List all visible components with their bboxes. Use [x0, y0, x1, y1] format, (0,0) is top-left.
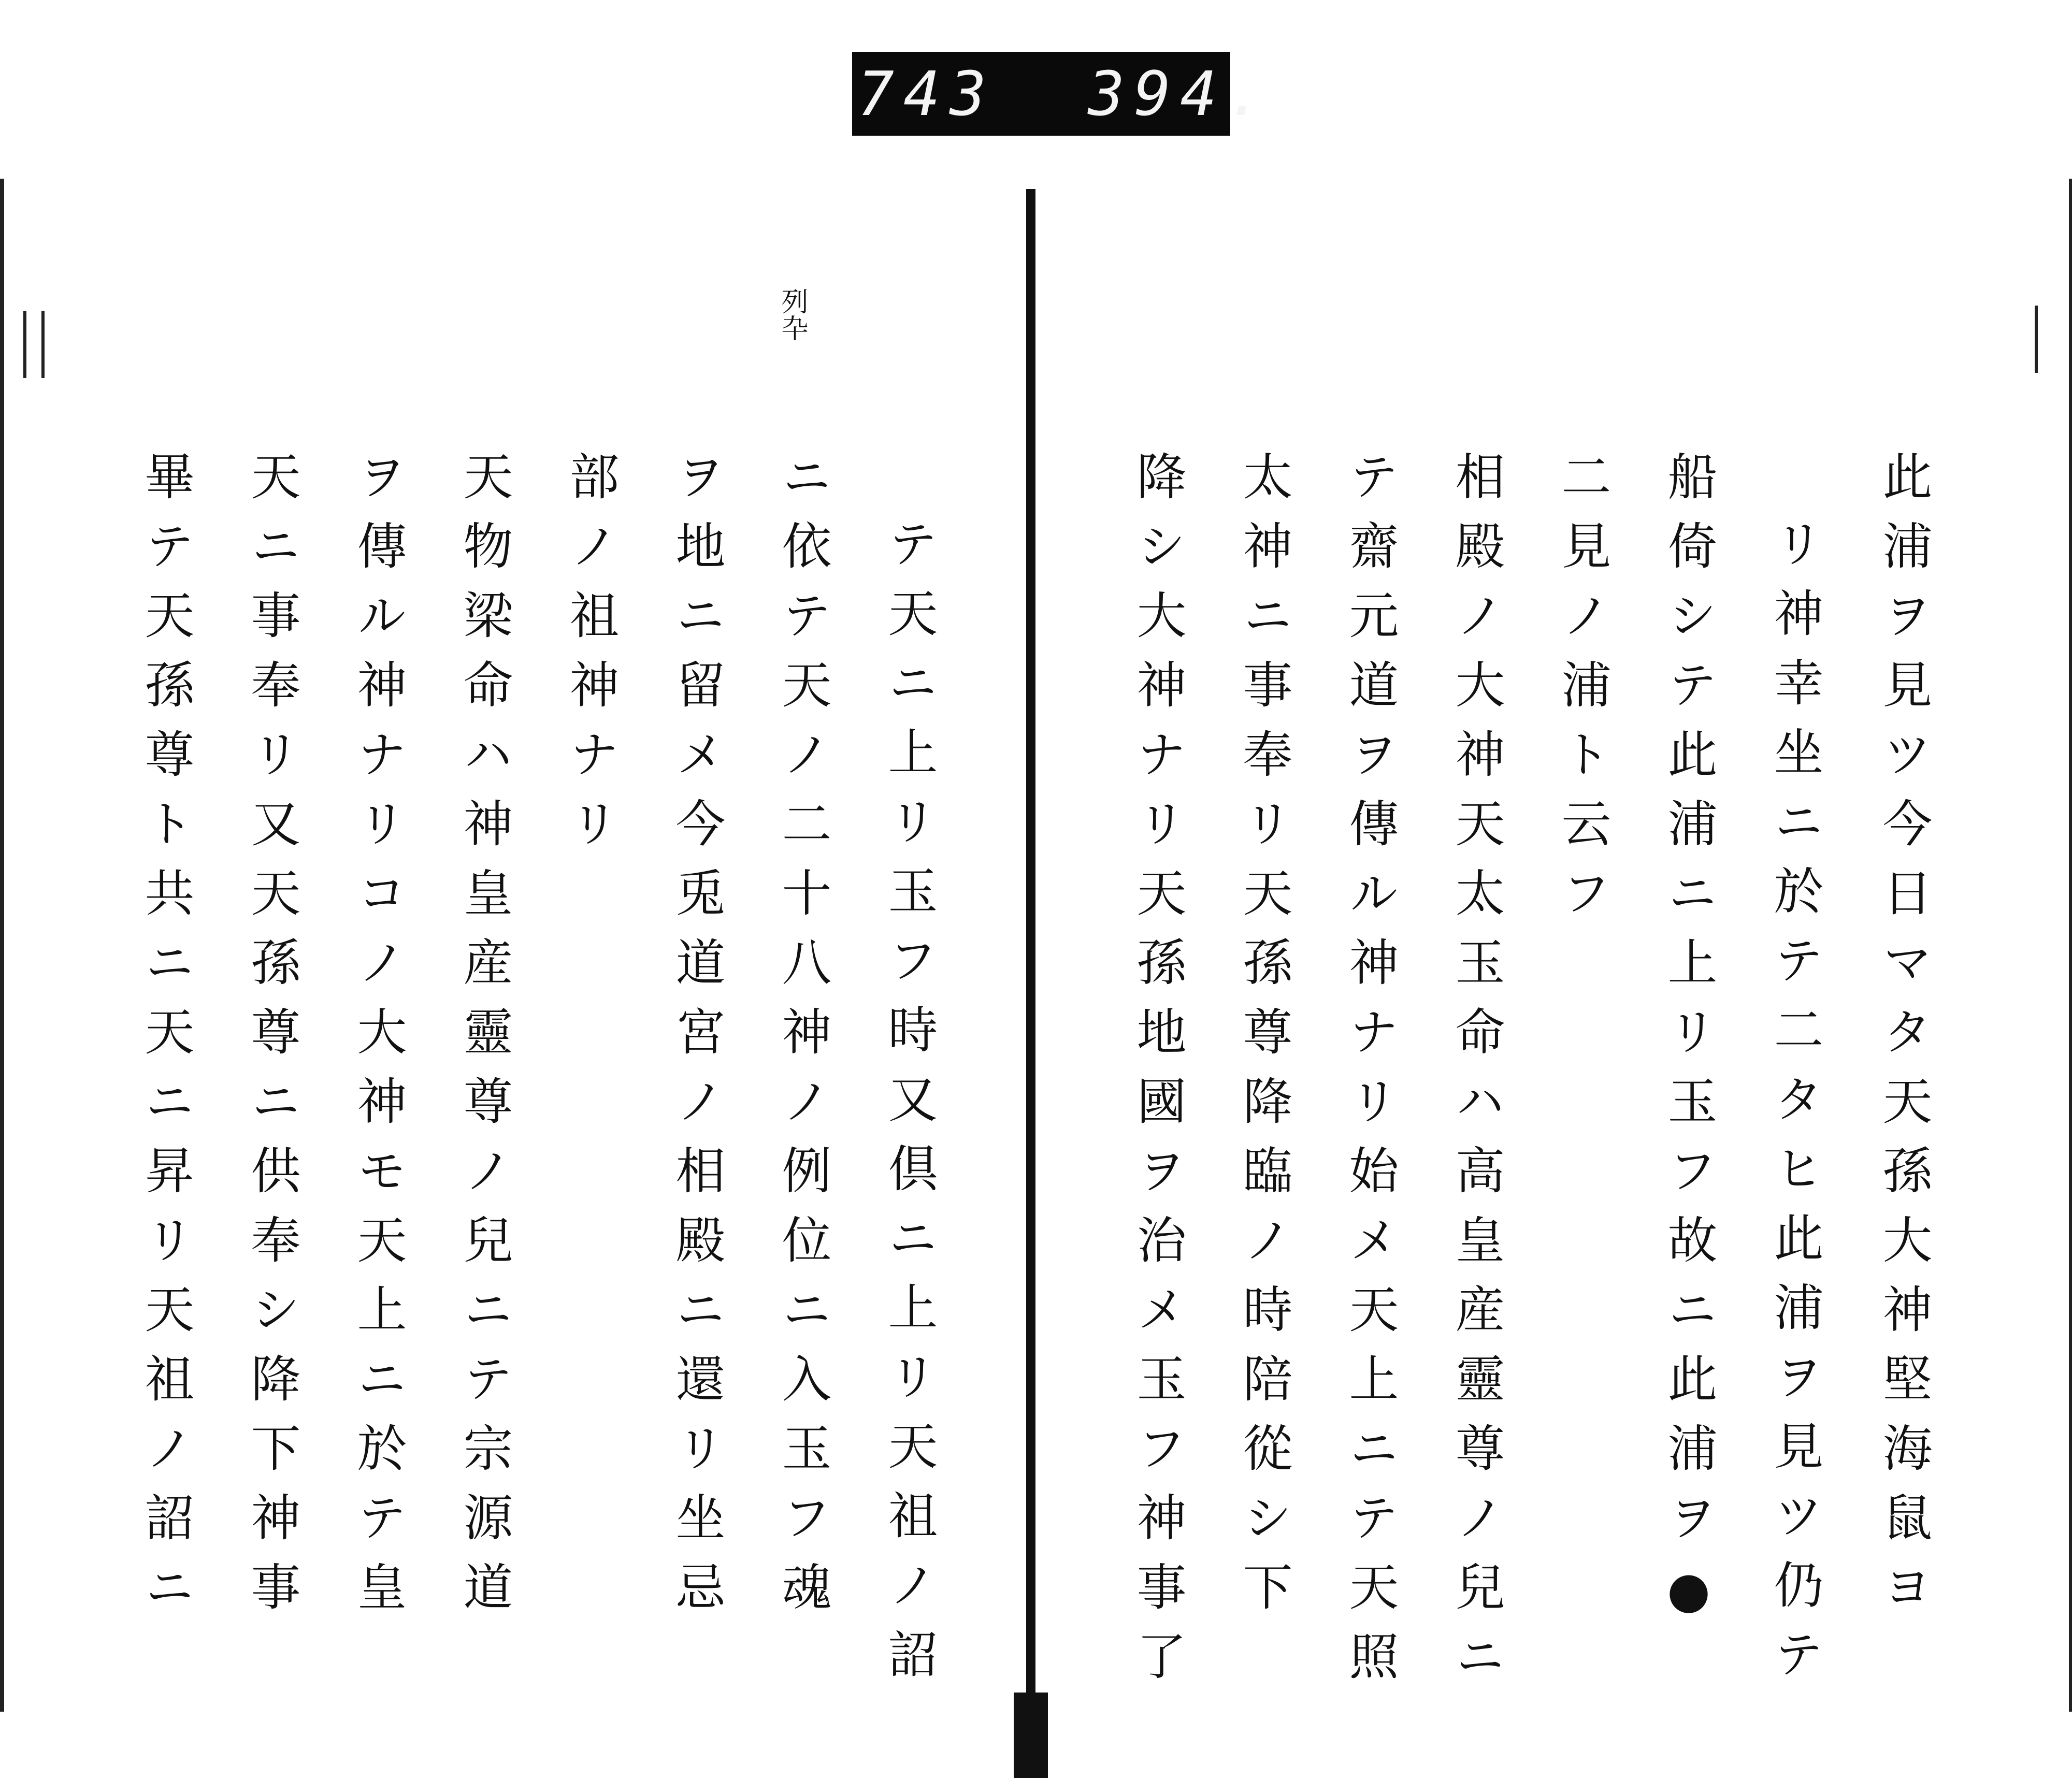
left-edge-mark	[23, 311, 26, 378]
right-edge-mark	[2035, 306, 2038, 373]
left-edge-mark	[41, 311, 45, 378]
right-text-column-2: リ神幸坐ニ於テ二タヒ此浦ヲ見ツ仍テ	[1766, 518, 1824, 1698]
right-text-column-7: 太神ニ事奉リ天孫尊降臨ノ時陪從シ下	[1235, 451, 1293, 1630]
right-text-column-5: 相殿ノ大神天太玉命ハ高皇産靈尊ノ兒ニ	[1447, 451, 1505, 1700]
left-text-column-6: ヲ傳ル神ナリコノ大神モ天上ニ於テ皇	[349, 451, 407, 1630]
left-text-column-1: テ天ニ上リ玉フ時又倶ニ上リ天祖ノ詔	[880, 518, 938, 1698]
left-page-edge	[0, 179, 4, 1712]
right-text-column-6: テ齋元道ヲ傳ル神ナリ始メ天上ニテ天照	[1341, 451, 1399, 1700]
left-text-column-3: ヲ地ニ留メ今兎道宮ノ相殿ニ還リ坐忌	[668, 451, 726, 1630]
left-text-column-4: 部ノ祖神ナリ	[562, 451, 620, 867]
left-text-column-8: 畢テ天孫尊ト共ニ天ニ昇リ天祖ノ詔ニ	[137, 451, 195, 1630]
film-frame-label: 743 394.	[852, 52, 1230, 136]
right-text-column-4: 二見ノ浦ト云フ	[1553, 451, 1611, 936]
right-text-column-3: 船倚シテ此浦ニ上リ玉フ故ニ此浦ヲ●	[1660, 451, 1718, 1639]
right-text-column-8: 降シ大神ナリ天孫地國ヲ治メ玉フ神事了	[1129, 451, 1187, 1700]
page-header-note: 列卆	[776, 287, 808, 341]
book-spine	[1026, 189, 1035, 1696]
left-text-column-7: 天ニ事奉リ又天孫尊ニ供奉シ降下神事	[243, 451, 301, 1630]
left-text-column-5: 天物梁命ハ神皇産靈尊ノ兒ニテ宗源道	[455, 451, 513, 1630]
left-text-column-2: ニ依テ天ノ二十八神ノ例位ニ入玉フ魂	[774, 451, 832, 1630]
right-text-column-1: 此浦ヲ見ツ今日マタ天孫大神堅海鼠ヨ	[1875, 451, 1933, 1630]
right-page-edge	[2069, 179, 2072, 1712]
spine-foot-block	[1014, 1693, 1048, 1778]
